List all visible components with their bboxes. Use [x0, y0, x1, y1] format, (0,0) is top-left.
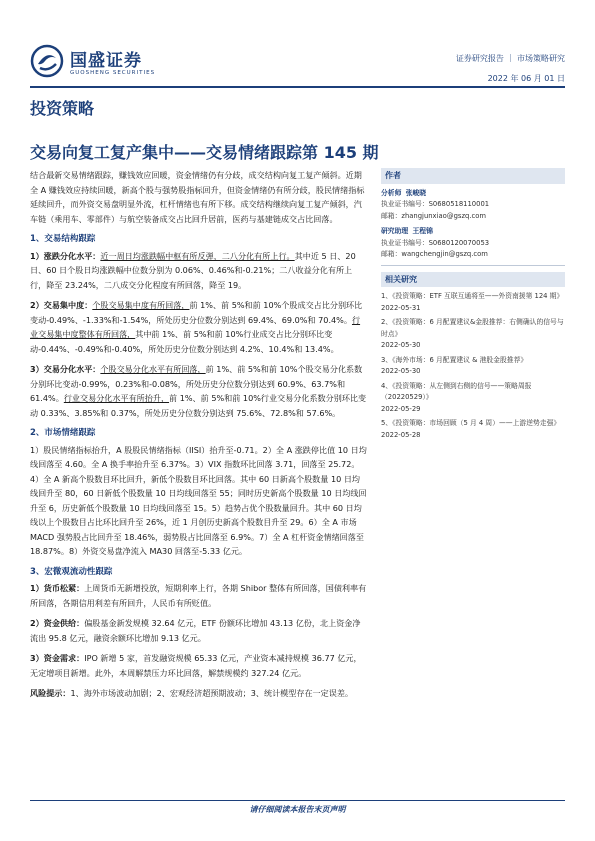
paragraph-highlight: 个股交易集中度有所回落，	[92, 300, 190, 310]
paragraph-lead: 3）交易分化水平：	[30, 364, 101, 374]
analyst-email[interactable]: 邮箱：zhangjunxiao@gszq.com	[381, 211, 487, 220]
section-1-title: 1、交易结构跟踪	[30, 234, 96, 244]
analyst-cert: 执业证书编号：S0680518110001	[381, 200, 490, 208]
paragraph-text: 其中前 1%、前 5%和前 10%行业成交占比分别环比变动-0.44%、-0.49%和-0.40%，所处历史分位数分别达到 4.2%、10.4%和 13.4%。	[30, 329, 339, 354]
sentiment-item: 1）股民情绪指标抬升，A 股股民情绪指标（IISI）抬升至-0.71。	[30, 444, 263, 455]
sentiment-item: 5）趋势占优个股数量回升。其中 60 日均线以上个股数目占比环比回升至 26%，近 1 月创历史新高个股数目升至 29。	[30, 502, 362, 527]
document-type: 投资策略	[30, 99, 95, 118]
sentiment-item: 2）全 A 涨跌停比值 10 日均线回落至 4.60。	[30, 444, 367, 469]
header-divider	[30, 86, 565, 88]
footer-divider	[30, 800, 565, 801]
section-2-paragraph	[30, 443, 368, 559]
report-category: 证券研究报告 ｜ 市场策略研究	[455, 54, 565, 63]
analyst-name: 张峻晓	[405, 188, 427, 197]
analyst-row	[381, 188, 565, 200]
related-item-date: 2022-05-30	[381, 367, 421, 375]
paragraph-lead: 2）资金供给：	[30, 618, 85, 628]
related-item-text: 4、《投资策略：从左侧到右侧的信号——策略周报（20220529）》	[381, 381, 532, 401]
related-item-text: 3、《海外市场：6 月配置建议 & 港股金股推荐》	[381, 355, 528, 364]
logo-english-name: GUOSHENG SECURITIES	[70, 70, 156, 76]
paragraph-highlight: 个股交易分化水平有所回落，	[100, 364, 206, 374]
related-item-text: 5、《投资策略：市场回顾（5 月 4 周）——上游逆势走强》	[381, 419, 561, 427]
related-item-date: 2022-05-31	[381, 303, 421, 312]
sentiment-item: 3）VIX 指数环比回落 3.71，回落至 25.72。	[194, 459, 360, 469]
paragraph-text: 前 1%、前 5%和前 10%个股成交占比分别环比变动-0.49%、-1.33%和-1.54%，所处历史分位数分别达到 69.4%、69.0%和 70.4%。	[30, 300, 363, 325]
section-1-paragraph-3	[30, 362, 368, 420]
related-item-text: 2、《投资策略：6 月配置建议&金股推荐：右侧确认的信号与时点》	[381, 318, 564, 338]
assistant-email[interactable]: 邮箱：wangchengjin@gszq.com	[381, 250, 488, 258]
analyst-role: 分析师	[381, 188, 402, 197]
assistant-name: 王程锦	[412, 227, 433, 235]
related-item[interactable]	[381, 317, 565, 352]
sidebar	[381, 168, 565, 444]
report-date: 2022 年 06 月 01 日	[487, 74, 565, 83]
assistant-role: 研究助理	[381, 227, 409, 235]
risk-warning	[30, 686, 368, 701]
related-item-date: 2022-05-29	[381, 404, 421, 413]
related-research-heading: 相关研究	[381, 272, 565, 288]
company-logo	[30, 44, 190, 84]
paragraph-lead: 2）交易集中度：	[30, 300, 93, 310]
paragraph-highlight: 行业交易集中度整体有所回落，	[30, 314, 361, 339]
sentiment-item: 全 A 换手率抬升至 6.37%。	[91, 459, 195, 469]
paragraph-text: 偏股基金新发规模 32.64 亿元，ETF 份额环比增加 43.13 亿份，北上资金净流出 95.8 亿元，融资余额环比增加 9.13 亿元。	[30, 618, 361, 643]
section-1-paragraph-1	[30, 249, 368, 293]
section-3-paragraph-3	[30, 651, 368, 680]
related-item-text: 1、《投资策略：ETF 互联互通将至——外资南援第 124 期》	[381, 292, 564, 300]
section-3-paragraph-1	[30, 581, 368, 610]
sentiment-item: 6）全 A 市场 MACD 强势股占比回升至 18.46%，弱势股占比回落至 6.9%。	[30, 517, 357, 542]
sentiment-item: 8）外资交易盘净流入 MA30 回落至-5.33 亿元。	[68, 546, 248, 556]
paragraph-text: 前 1%、前 5%和前 10%行业交易分化系数分别环比变动 0.33%、3.85%和 0.37%，所处历史分位数分别达到 75.6%、72.8%和 57.6%。	[30, 393, 367, 418]
related-item[interactable]	[381, 418, 565, 441]
section-3-paragraph-2	[30, 616, 368, 645]
sidebar-divider	[381, 265, 565, 266]
paragraph-highlight: 近一周日均涨跌幅中枢有所反弹，二八分化有所上行。	[100, 250, 295, 261]
paragraph-text: IPO 新增 5 家，首发融资规模 65.33 亿元，产业资本减持规模 36.77 亿元，无定增项目新增。此外，本周解禁压力环比回落，解禁规模约 327.24 亿元。	[30, 653, 362, 678]
section-2-title: 2、市场情绪跟踪	[30, 428, 96, 438]
related-item[interactable]	[381, 291, 565, 314]
related-item-date: 2022-05-28	[381, 430, 421, 439]
section-1-paragraph-2	[30, 298, 368, 356]
logo-emblem-icon	[30, 44, 64, 78]
footer-disclaimer: 请仔细阅读本报告末页声明	[249, 805, 346, 814]
paragraph-text: 上周货币无新增投放，短期利率上行，各期 Shibor 整体有所回落，国债利率有所回落，各期信用利差有所回升，人民币有所贬值。	[30, 583, 367, 608]
risk-lead: 风险提示：	[30, 688, 71, 698]
logo-chinese-name: 国盛证券	[70, 51, 142, 71]
paragraph-text: 前 1%、前 5%和前 10%个股交易分化系数分别环比变动-0.99%，0.23%和-0.08%，所处历史分位数分别达到 60.9%、63.7%和 61.4%。	[30, 364, 363, 403]
assistant-row	[381, 226, 565, 238]
paragraph-highlight: 行业交易分化水平有所抬升，	[63, 393, 170, 403]
risk-text: 1、海外市场波动加剧；2、宏观经济超预期波动；3、统计模型存在一定误差。	[70, 688, 354, 698]
related-item-date: 2022-05-30	[381, 341, 421, 349]
sentiment-item: 4）全 A 新高个股数目环比回升，新低个股数目环比回落。其中 60 日新高个股数量 10 日均线回升至 80，60 日新低个股数量 10 日均线回落至 55；同时历史新高个股数量 10 日均线回升至 6，历史新低个股数量 10 日均线回落至 15。	[30, 473, 367, 513]
section-3-title: 3、宏微观流动性跟踪	[30, 566, 113, 577]
paragraph-lead: 1）涨跌分化水平：	[30, 250, 101, 261]
paragraph-text: 其中近 5 日、20 日、60 日个股日均涨跌幅中位数分别为 0.06%、0.46%和-0.21%；二八收益分化有所上行，降至 23.24%，二八成交分化程度有所回落，降至 19。	[30, 250, 356, 290]
authors-heading: 作者	[381, 168, 565, 184]
paragraph-lead: 3）资金需求：	[30, 653, 85, 663]
assistant-cert: 执业证书编号：S0680120070053	[381, 238, 490, 247]
related-item[interactable]	[381, 355, 565, 378]
sentiment-item: 7）全 A 杠杆资金情绪回落至 18.87%。	[30, 531, 364, 556]
paragraph-lead: 1）货币松紧：	[30, 583, 85, 593]
report-title: 交易向复工复产集中——交易情绪跟踪第 145 期	[30, 143, 379, 162]
related-item[interactable]	[381, 381, 565, 416]
main-content	[30, 168, 368, 707]
intro-paragraph: 结合最新交易情绪跟踪，赚钱效应回暖，资金情绪仍有分歧，成交结构向复工复产倾斜。近期全 A 赚钱效应持续回暖，新高个股与强势股指标回升，但资金情绪仍有所分歧，股民情绪指标延续回升，而外资交易盘明显外流，杠杆情绪也有所下移。成交结构继续向复工复产倾斜，汽车链（乘用车、零部件）与航空装备成交占比回升居前，医药与基建链成交占比回落。	[30, 170, 365, 224]
